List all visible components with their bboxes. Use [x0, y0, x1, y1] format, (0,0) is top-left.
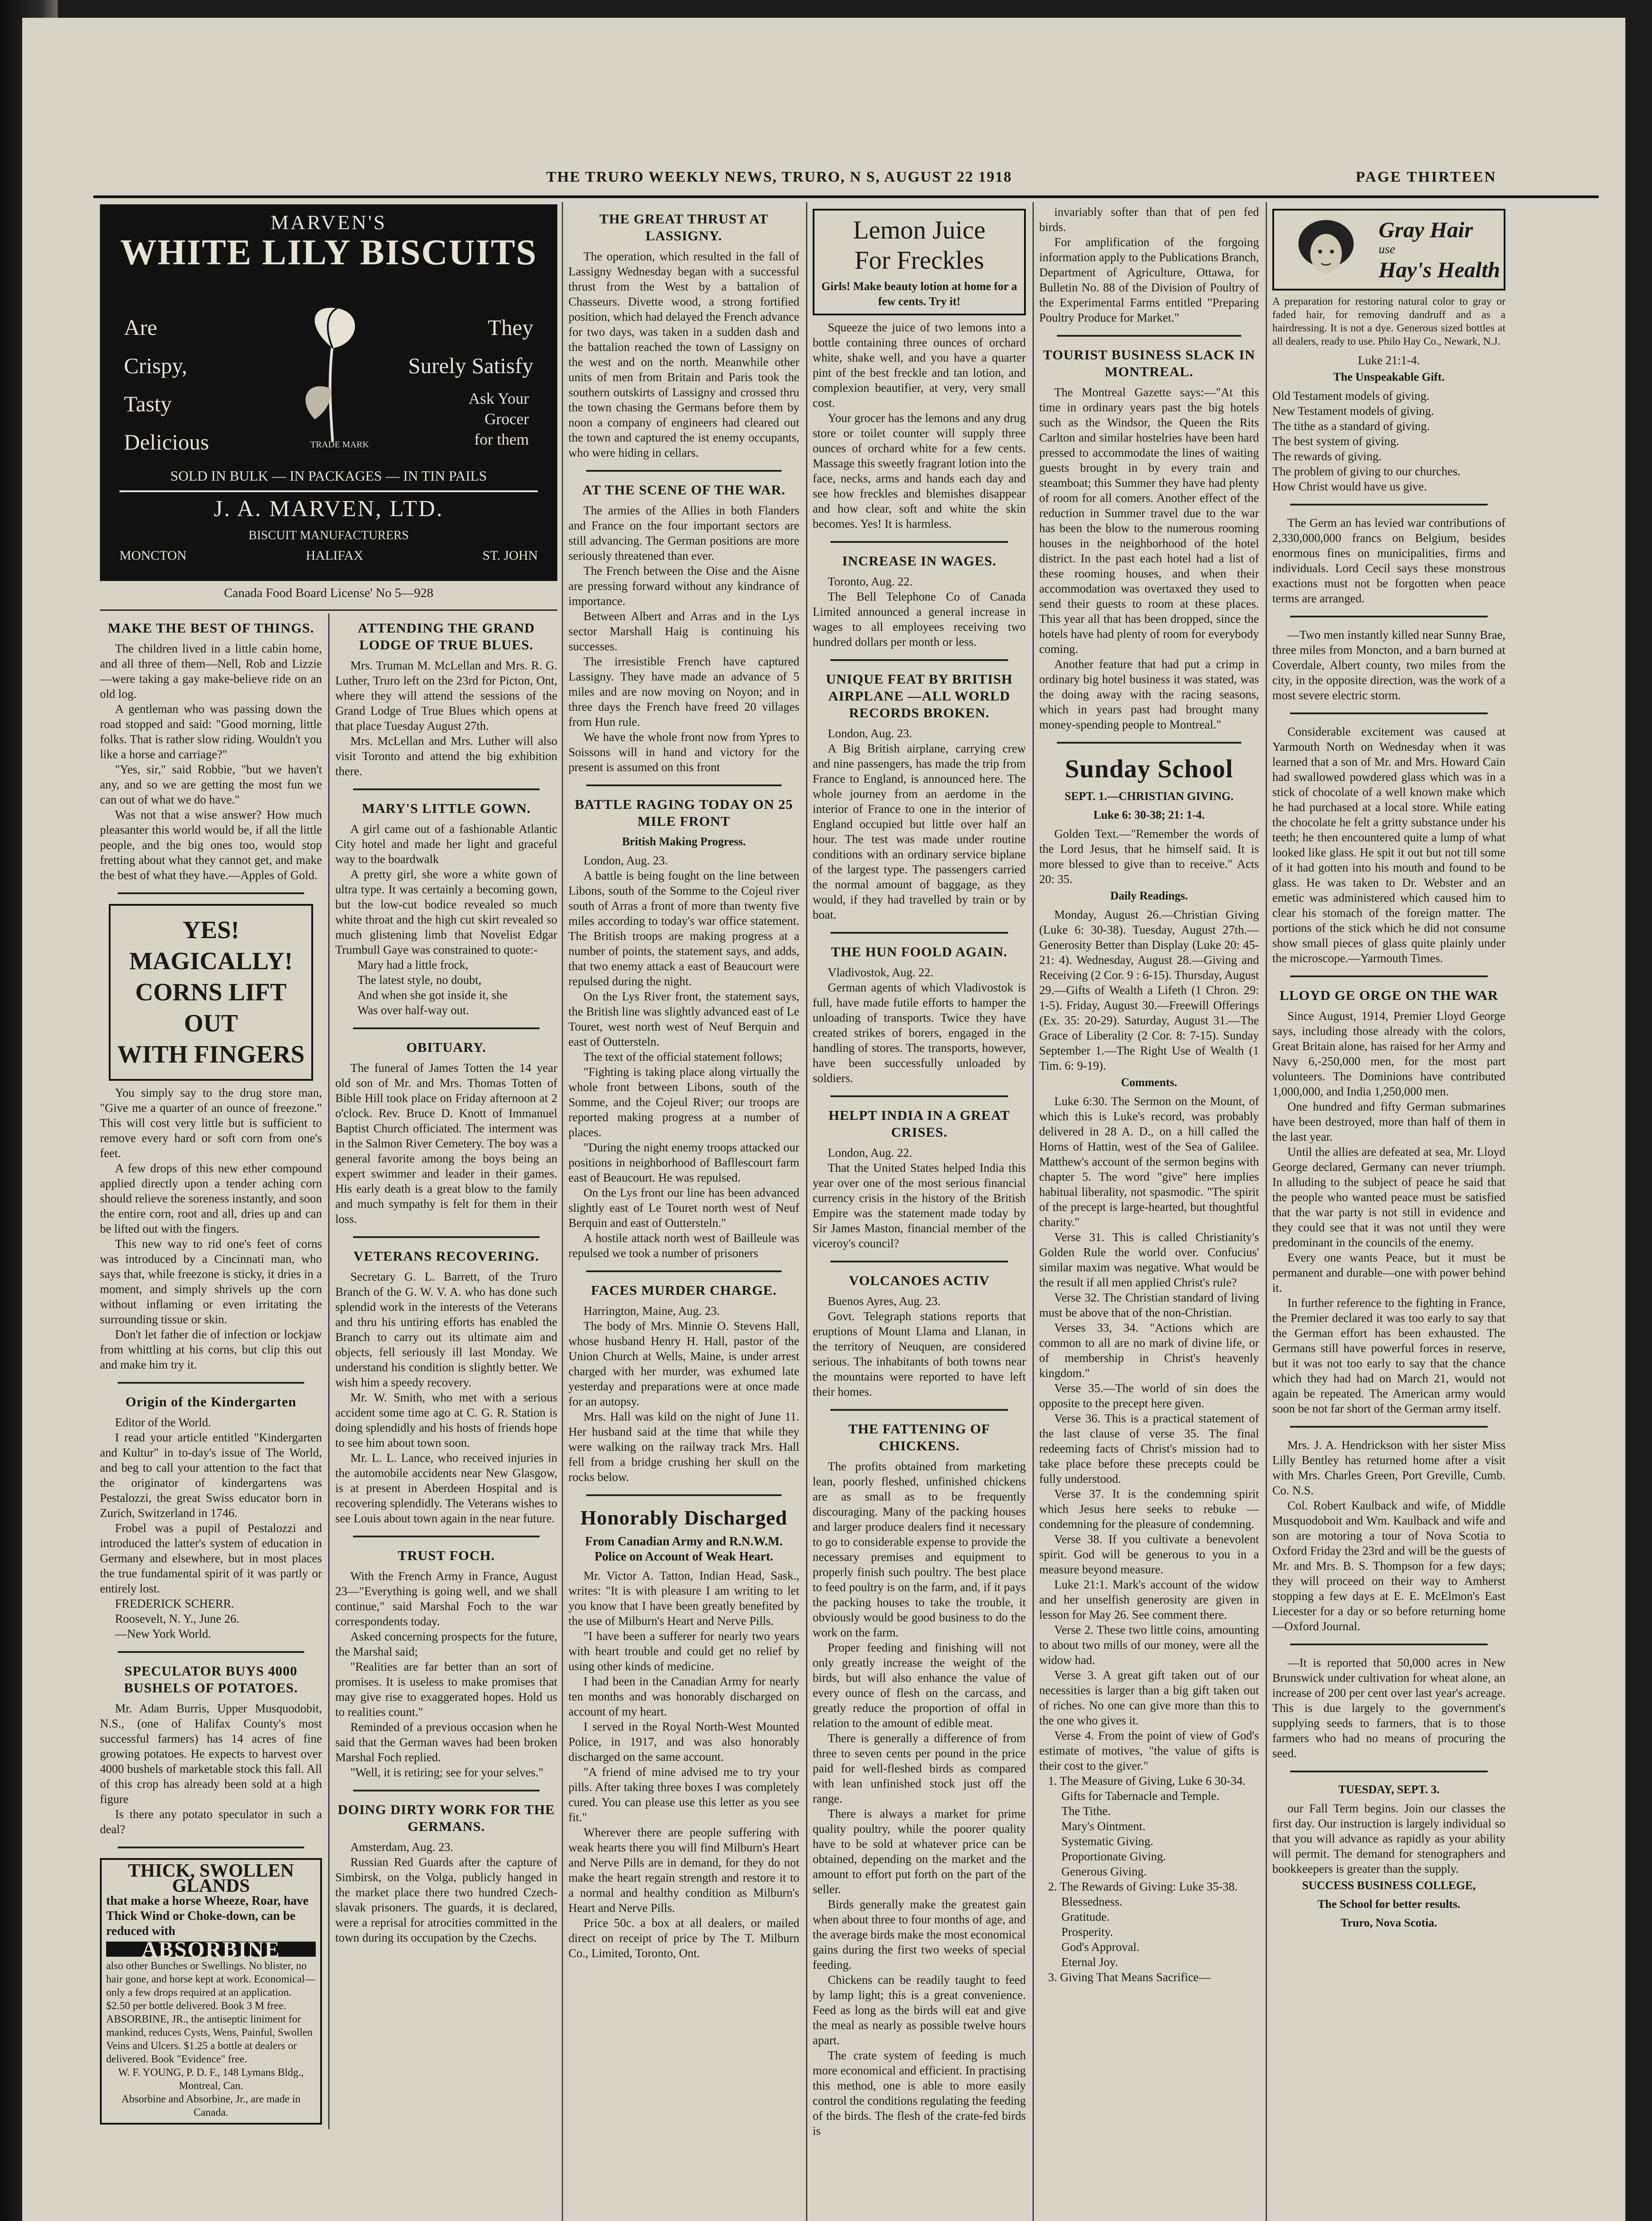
paragraph: our Fall Term begins. Join our classes the first day. Our instruction is largely individual so that you will advance as rapidly as your ability will permit. The demand for stenographers and bookkeepers is greater than the supply.: [1272, 1802, 1505, 1875]
paragraph: Verse 32. The Christian standard of living must be above that of the non-Christian.: [1039, 1291, 1259, 1319]
paragraph: The children lived in a little cabin home, and all three of them—Nell, Rob and Lizzie—were taking a gay make-believe ride on an old log.: [100, 642, 322, 701]
lemon-ad-line: Lemon Juice: [853, 215, 985, 244]
lemon-juice-ad: [813, 209, 1026, 315]
outline-item: 2. The Rewards of Giving: Luke 35-38.: [1048, 1880, 1238, 1893]
dateline: Roosevelt, N. Y., June 26.: [115, 1612, 239, 1625]
headline-best-of-things: MAKE THE BEST OF THINGS.: [107, 620, 314, 636]
paragraph: You simply say to the drug store man, "Give me a quarter of an ounce of freezone." This will cost very little but is sufficient to remove every hard or soft corn from one's feet.: [100, 1086, 322, 1160]
gift-list-item: The rewards of giving.: [1272, 450, 1382, 463]
dateline: Buenos Ayres, Aug. 23.: [828, 1294, 941, 1308]
paragraph: The text of the official statement follows;: [584, 1050, 782, 1063]
paragraph: —It is reported that 50,000 acres in New Brunswick under cultivation for wheat alone, an increase of 200 per cent over last year's acreage. This is due largely to the government's supplying seeds to farmers, that is to those farmers who had no means of procuring the seed.: [1272, 1656, 1505, 1760]
paragraph: A girl came out of a fashionable Atlantic City hotel and made her light and graceful way to the boardwalk: [335, 822, 557, 866]
outline-item: Gratitude.: [1061, 1910, 1110, 1923]
poem-line: Mary had a little frock,: [357, 958, 469, 971]
paragraph: Chickens can be readily taught to feed by lamp light; this is a great convenience. Feed as long as the birds will eat and give the meal as nearly as possible twelve hours apart.: [813, 1973, 1026, 2047]
headline-sunday-school: Sunday School: [1065, 754, 1233, 783]
paragraph: "A friend of mine advised me to try your pills. After taking three boxes I was completely cured. You can please use this letter as you see fit.": [568, 1765, 799, 1824]
paragraph: Was not that a wise answer? How much pleasanter this world would be, if all the little people, and the big ones too, would stop fretting about what they cannot get, and make the best of what they have.—Apples of Gold.: [100, 808, 322, 882]
absorbine-footer: Absorbine and Absorbine, Jr., are made in Canada.: [121, 2094, 301, 2118]
paragraph: Verse 3. A great gift taken out of our necessities is larger than a big gift taken out of riches. No one can give more than this to the one who gives it.: [1039, 1668, 1259, 1727]
outline-item: Prosperity.: [1061, 1925, 1113, 1938]
comments-title: Comments.: [1121, 1076, 1177, 1089]
lesson-outline: [1048, 1773, 1259, 1985]
gift-list-item: The tithe as a standard of giving.: [1272, 419, 1430, 433]
hays-ad-line: Hay's Health: [1378, 257, 1500, 282]
paragraph: Verse 38. If you cultivate a benevolent spirit. God will be generous to you in a measure beyond measure.: [1039, 1532, 1259, 1576]
dateline: London, Aug. 23.: [584, 854, 668, 867]
marven-ask-grocer: [469, 388, 529, 450]
paragraph: A Big British airplane, carrying crew and nine passengers, has made the trip from France to England, is announced here. The whole journey from an aerdome in the interior of France to one in the interior of England occupied but little over half an hour. The test was made under routine conditions with an ordinary service biplane of the largest type. The passengers carried the normal amount of baggage, as they would, if they had travelled by train or by boat.: [813, 742, 1026, 921]
paragraph: Mrs. J. A. Hendrickson with her sister Miss Lilly Bentley has returned home after a visit with Mrs. Charles Green, Port Greville, Cumb. Co. N.S.: [1272, 1438, 1505, 1497]
woman-portrait-icon: [1291, 214, 1362, 285]
marven-word: Tasty: [124, 391, 172, 416]
column-rule: [1266, 202, 1267, 2221]
column-rule: [562, 202, 563, 2221]
dateline: Toronto, Aug. 22.: [828, 575, 913, 588]
marven-word: Delicious: [124, 430, 209, 454]
marven-city: HALIFAX: [306, 548, 364, 563]
marven-word: Are: [124, 315, 157, 340]
paragraph: This new way to rid one's feet of corns was introduced by a Cincinnati man, who says that, while freezone is sticky, it dries in a moment, and simply shrivels up the corn without inflaming or even irritating the surrounding tissue or skin.: [100, 1237, 322, 1326]
paragraph: With the French Army in France, August 23—"Everything is going well, and we shall continue," said Marshal Foch to the war correspondents today.: [335, 1569, 557, 1628]
paragraph: On the Lys River front, the statement says, the British line was slightly advanced east of Le Touret, west north west of Neuf Berquin and east of Outtersteln.: [568, 990, 799, 1048]
source: —New York World.: [115, 1627, 211, 1640]
marven-word: Ask Your: [468, 390, 529, 407]
marven-word: They: [488, 315, 533, 340]
headline-speculator: SPECULATOR BUYS 4000 BUSHELS OF POTATOES.: [124, 1663, 298, 1696]
paragraph: Verses 33, 34. "Actions which are common to all are no mark of divine life, or of membership in Christ's heavenly kingdom.": [1039, 1321, 1259, 1380]
paragraph: A hostile attack north west of Bailleule was repulsed we took a number of prisoners: [568, 1231, 799, 1260]
headline-murder-charge: FACES MURDER CHARGE.: [591, 1282, 777, 1298]
signature: FREDERICK SCHERR.: [115, 1597, 234, 1610]
paragraph: The funeral of James Totten the 14 year old son of Mr. and Mrs. Thomas Totten of Bible Hill took place on Friday afternoon at 2 o'clock. Rev. Bruce D. Knott of Immanuel Baptist Church officiated. The interment was in the Salmon River Cemetery. The boy was a general favorite among the boys being an expert swimmer and leader in their games. His early death is a great blow to the family and much sympathy is felt for them in their loss.: [335, 1061, 557, 1226]
outline-item: Proportionate Giving.: [1061, 1850, 1166, 1863]
absorbine-address: W. F. YOUNG, P. D. F., 148 Lymans Bldg., Montreal, Can.: [118, 2067, 304, 2092]
paragraph: "I have been a sufferer for nearly two years with heart trouble and could get no relief by using other kinds of medicine.: [568, 1629, 799, 1673]
marven-word: Surely Satisfy: [408, 353, 533, 378]
paragraph: Until the allies are defeated at sea, Mr. Lloyd George declared, Germany can never triumph. In alluding to the subject of peace he said that the people who wanted peace must be satisfied that the war party is not still in evidence and they could see that it was not until they were predominant in the councils of the enemy.: [1272, 1145, 1505, 1249]
hays-ad-body: A preparation for restoring natural color to gray or faded hair, for removing dandruff and as a hairdressing. It is not a dye. Generous sized bottles at all dealers, ready to use. Philo Hay Co., Newark, N.J.: [1272, 296, 1505, 347]
lily-flower-icon: [288, 299, 377, 446]
paragraph: Squeeze the juice of two lemons into a bottle containing three ounces of orchard white, shake well, and you have a quarter pint of the best freckle and tan lotion, and complexion beautifier, at very, very small cost.: [813, 321, 1026, 410]
divider: [353, 788, 540, 790]
outline-item: Blessedness.: [1061, 1895, 1123, 1908]
paragraph: That the United States helped India this year over one of the most serious financial currency crisis in the history of the British Empire was the statement made today by Sir James Maston, financial member of the viceroy's council?: [813, 1161, 1026, 1250]
poem-line: The latest style, no doubt,: [357, 973, 481, 987]
scripture-ref: Luke 21:1-4.: [1358, 354, 1420, 367]
divider: [353, 1027, 540, 1029]
poem: [357, 957, 557, 1018]
paragraph: The body of Mrs. Minnie O. Stevens Hall, whose husband Henry H. Hall, pastor of the Union Church at Wells, Maine, is under arrest charged with her murder, was exhumed late yesterday and preparations were at once made for an autopsy.: [568, 1319, 799, 1408]
outline-item: God's Approval.: [1061, 1940, 1140, 1954]
paragraph: Luke 21:1. Mark's account of the widow and her unselfish generosity are given in lesson for May 26. See comment there.: [1039, 1578, 1259, 1621]
marven-company: J. A. MARVEN, LTD.: [214, 496, 444, 521]
corns-ad-line: YES! MAGICALLY!: [129, 916, 293, 975]
subheadline-british-progress: British Making Progress.: [622, 835, 746, 848]
paragraph: The Germ an has levied war contributions of 2,330,000,000 francs on Belgium, besides enormous fines on municipalities, firms and individuals. Lord Cecil says these monstrous exactions must not be forgotten when peace terms are arranged.: [1272, 516, 1505, 605]
hays-ad-line: Gray Hair: [1378, 217, 1473, 242]
paragraph: A battle is being fought on the line between Libons, south of the Somme to the Cojeul river south of Arras a front of more than twenty five miles according to today's war office statement. The British troops are making progress at a number of points, the statement says, and adds, that two enemy attack a east of Beaucourt were repulsed during the night.: [568, 869, 799, 988]
outline-item: 3. Giving That Means Sacrifice—: [1048, 1970, 1211, 1984]
headline-india-crisis: HELPT INDIA IN A GREAT CRISES.: [828, 1107, 1010, 1140]
headline-trust-foch: TRUST FOCH.: [397, 1548, 495, 1563]
paragraph: I had been in the Canadian Army for nearly ten months and was honorably discharged on account of my heart.: [568, 1675, 799, 1718]
paragraph: Verse 4. From the point of view of God's estimate of motives, "the value of gifts is their cost to the giver.": [1039, 1729, 1259, 1772]
paragraph: Price 50c. a box at all dealers, or mailed direct on receipt of price by The T. Milburn Co., Limited, Toronto, Ont.: [568, 1916, 799, 1960]
paragraph: Proper feeding and finishing will not only greatly increase the weight of the birds, but will also enhance the value of every ounce of flesh on the carcass, and greatly reduce the proportion of offal in relation to the amount of edible meat.: [813, 1641, 1026, 1730]
subcolumn-a: [100, 613, 322, 2129]
paragraph: Verse 31. This is called Christianity's Golden Rule the world over. Confucius' similar maxim was negative. What would be the result if all men applied Christ's rule?: [1039, 1230, 1259, 1289]
column-rule: [1032, 202, 1034, 2221]
marven-bulk: SOLD IN BULK — IN PACKAGES — IN TIN PAILS: [170, 468, 487, 484]
divider: [1057, 742, 1241, 744]
marven-right-words: [408, 308, 533, 385]
divider: [586, 1270, 782, 1272]
gift-list-item: New Testament models of giving.: [1272, 404, 1434, 418]
headline-fall-term: TUESDAY, SEPT. 3.: [1338, 1783, 1440, 1796]
headline-unspeakable-gift: The Unspeakable Gift.: [1333, 370, 1445, 383]
paragraph: Mr. Victor A. Tatton, Indian Head, Sask., writes: "It is with pleasure I am writing to let you know that I have been greatly benefited by the use of Milburn's Heart and Nerve Pills.: [568, 1569, 799, 1628]
paragraph: The irresistible French have captured Lassigny. They have made an advance of 5 miles and are now moving on Noyon; and in three days the French have freed 20 villages from Hun rule.: [568, 655, 799, 728]
divider: [586, 784, 782, 786]
outline-item: 1. The Measure of Giving, Luke 6 30-34.: [1048, 1774, 1246, 1787]
left-subcolumns: [100, 613, 557, 2129]
masthead: [107, 169, 1599, 195]
paragraph: —Two men instantly killed near Sunny Brae, three miles from Moncton, and a barn burned at Coverdale, Albert county, two miles from the city, in the opposite direction, was the work of a most severe electric storm.: [1272, 628, 1505, 702]
paragraph: "During the night enemy troops attacked our positions in neighborhood of Bafllescourt farm east of Beaucourt. He was repulsed.: [568, 1141, 799, 1184]
masthead-rule: [93, 195, 1599, 198]
gift-list: [1272, 388, 1505, 494]
lemon-ad-line: For Freckles: [854, 246, 984, 275]
headline-veterans: VETERANS RECOVERING.: [353, 1248, 539, 1264]
paragraph: Verse 37. It is the condemning spirit which Jesus here seeks to rebuke —condemning for the pleasure of condemning.: [1039, 1487, 1259, 1531]
corns-ad-line: WITH FINGERS: [117, 1041, 305, 1068]
headline-volcanoes: VOLCANOES ACTIV: [849, 1273, 990, 1288]
paragraph: Your grocer has the lemons and any drug store or toilet counter will supply three ounces of orchard white for a few cents. Massage this sweetly fragrant lotion into the face, necks, arms and hands each day and see how freckles and blemishes disappear and how clear, soft and white the skin becomes. Yes! It is harmless.: [813, 411, 1026, 530]
column-right: [1272, 204, 1505, 2221]
gift-list-item: Old Testament models of giving.: [1272, 389, 1430, 402]
gift-list-item: The problem of giving to our churches.: [1272, 465, 1461, 478]
column-middle-news: [813, 204, 1026, 2221]
column-rule: [328, 613, 330, 2129]
marven-ad-top: MARVEN'S: [270, 211, 387, 234]
divider: [1290, 616, 1488, 617]
paragraph: Mr. L. L. Lance, who received injuries in the automobile accidents near New Glasgow, is at present in Aberdeen Hospital and is recovering splendidly. The Veterans wishes to see Louis about town again in the near future.: [335, 1451, 557, 1525]
marven-word: Crispy,: [124, 353, 187, 378]
paragraph: Since August, 1914, Premier Lloyd George says, including those already with the colors, Great Britain alone, has raised for her Army and Navy 6,-250,000 men, for the most part volunteers. The Dominions have contributed 1,000,000, and India 1,250,000 men.: [1272, 1009, 1505, 1098]
college-place: Truro, Nova Scotia.: [1340, 1916, 1438, 1929]
gift-list-item: How Christ would have us give.: [1272, 480, 1427, 493]
hays-ad-text: [1378, 217, 1500, 282]
paragraph: Don't let father die of infection or lockjaw from whittling at his corns, but clip this out and make him try it.: [100, 1328, 322, 1371]
divider: [830, 1409, 1008, 1411]
divider: [1290, 504, 1488, 505]
paragraph: Mr. W. Smith, who met with a serious accident some time ago at C. G. R. Station is doing splendidly and his hosts of friends hope to see him about town soon.: [335, 1391, 557, 1449]
absorbine-ad: [100, 1858, 322, 2125]
headline-battle-raging: BATTLE RAGING TODAY ON 25 MILE FRONT: [575, 796, 793, 829]
masthead-title: THE TRURO WEEKLY NEWS, TRURO, N S, AUGUST 22 1918: [546, 169, 1012, 185]
dateline: London, Aug. 23.: [828, 727, 912, 740]
divider: [830, 1261, 1008, 1262]
divider: [353, 1236, 540, 1238]
paragraph: Secretary G. L. Barrett, of the Truro Branch of the G. W. V. A. who has done such splendid work in the interests of the Veterans and thru his untiring efforts has enabled the Branch to carry out its ultimate aim and objects, fell seriously ill last Monday. We understand his condition is slightly better. We wish him a speedy recovery.: [335, 1270, 557, 1389]
marven-left-words: [124, 308, 209, 461]
divider: [1290, 975, 1488, 977]
paragraph: Considerable excitement was caused at Yarmouth North on Wednesday when it was learned that a son of Mr. and Mrs. Howard Cain had swallowed powdered glass which was in a stick of chocolate of a well known make which he had purchased at a local store. While eating the chocolate he felt a gritty substance under his teeth; he then encountered quite a lump of what looked like glass. He spit it out but not till some of it had gotten into his mouth and found to be glass. He was taken to Dr. Webster and an emetic was administered which caused him to clear his stomach of the foreign matter. The portions of the stick which he did not consume show small pieces of glass quite plainly under the microscope.—Yarmouth Times.: [1272, 725, 1505, 965]
headline-airplane-feat: UNIQUE FEAT BY BRITISH AIRPLANE —ALL WORLD RECORDS BROKEN.: [826, 671, 1013, 720]
headline-obituary: OBITUARY.: [406, 1039, 486, 1055]
corns-ad-line: CORNS LIFT OUT: [135, 979, 287, 1037]
marven-cities: [119, 548, 538, 563]
paragraph: Mrs. Hall was kild on the night of June 11. Her husband said at the time that while they were walking on the railway track Mrs. Hall fell from a bridge crushing her skull on the rocks below.: [568, 1410, 799, 1484]
divider: [118, 1847, 304, 1848]
headline-tourist-business: TOURIST BUSINESS SLACK IN MONTREAL.: [1043, 347, 1255, 379]
lesson-reference: Luke 6: 30-38; 21: 1-4.: [1093, 808, 1205, 821]
absorbine-title: THICK, SWOLLEN GLANDS: [128, 1861, 294, 1896]
marven-word: Grocer: [484, 410, 529, 428]
paragraph: "Yes, sir," said Robbie, "but we haven't any, and so we are getting the most fun we can out of what we do have.": [100, 763, 322, 806]
hays-ad-line: use: [1378, 243, 1395, 256]
dateline: London, Aug. 22.: [828, 1146, 912, 1159]
paragraph: Monday, August 26.—Christian Giving (Luke 6: 30-38). Tuesday, August 27th.—Generosity Better than Display (Luke 20: 45-21: 4). Wednesday, August 28.—Giving and Receiving (2 Cor. 9 : 6-15). Thursday, August 29.—Gifts of Wealth a Lifeth (1 Chron. 29: 1-5). Friday, August 30.—Freewill Offerings (Ex. 35: 20-29). Saturday, August 31.—The Grace of Liberality (2 Cor. 8: 7-15). Sunday September 1.—The Right Use of Wealth (1 Tim. 6: 9-19).: [1039, 908, 1259, 1072]
paragraph: Col. Robert Kaulback and wife, of Middle Musquodoboit and Wm. Kaulback and wife and son are motoring a tour of Nova Scotia to Oxford Friday the 23rd and will be the guests of Mr. and Mrs. B. S. Thompson for a few days; they will proceed on their way to Amherst stopping a few days at E. E. McElmon's East Liecester for a day or so before returning home—Oxford Journal.: [1272, 1499, 1505, 1633]
paragraph: The French between the Oise and the Aisne are pressing forward without any kindrance of importance.: [568, 564, 799, 608]
paragraph: There is generally a difference of from three to seven cents per pound in the price paid for well-fleshed birds as compared with lean unfinished stock just off the range.: [813, 1731, 1026, 1805]
absorbine-text: also other Bunches or Swellings. No blister, no hair gone, and horse kept at work. Economical—only a few drops required at an application. $2.50 per bottle delivered. Book 3 M free. ABSORBINE, JR., the antiseptic liniment for mankind, reduces Cysts, Wens, Painful, Swollen Veins and Ulcers. $1.25 a bottle at dealers or delivered. Book "Evidence" free.: [106, 1960, 316, 2065]
paragraph: Verse 2. These two little coins, amounting to about two mills of our money, were all the widow had.: [1039, 1623, 1259, 1667]
marven-company-sub: BISCUIT MANUFACTURERS: [248, 529, 409, 542]
divider: [1290, 1644, 1488, 1645]
divider: [586, 470, 782, 472]
divider: [118, 1382, 304, 1384]
headline-grand-lodge: ATTENDING THE GRAND LODGE OF TRUE BLUES.: [357, 620, 535, 653]
paragraph: The armies of the Allies in both Flanders and France on the four important sectors are still advancing. The German positions are more seriously threatened than ever.: [568, 504, 799, 562]
outline-item: Gifts for Tabernacle and Temple.: [1061, 1789, 1219, 1803]
paragraph: Wherever there are people suffering with weak hearts there you will find Milburn's Heart and Nerve Pills are in demand, for they do not make the heart regain strength and restore it to a normal and healthy condition as Milburn's Heart and Nerve Pills.: [568, 1826, 799, 1915]
corns-ad: [109, 904, 313, 1081]
paragraph: Reminded of a previous occasion when he said that the German waves had been broken Marshal Foch replied.: [335, 1720, 557, 1764]
paragraph: The crate system of feeding is much more economical and efficient. In practising this method, one is able to more easily control the conditions regulating the feeding of the birds. The flesh of the crate-fed birds is: [813, 2049, 1026, 2137]
column-left: [100, 204, 557, 2221]
divider: [1290, 1771, 1488, 1772]
paragraph: invariably softer than that of pen fed birds.: [1039, 205, 1259, 234]
headline-lloyd-george: LLOYD GE ORGE ON THE WAR: [1279, 987, 1498, 1003]
divider: [100, 609, 557, 611]
headline-scene-of-war: AT THE SCENE OF THE WAR.: [582, 482, 786, 498]
paragraph: "Realities are far better than an sort of promises. It is useless to make promises that may give rise to exaggerated hopes. Hold us to realities count.": [335, 1660, 557, 1719]
divider: [353, 1536, 540, 1537]
lemon-ad-tag: Girls! Make beauty lotion at home for a few cents. Try it!: [821, 280, 1017, 308]
paragraph: One hundred and fifty German submarines have been destroyed, more than half of them in the last year.: [1272, 1100, 1505, 1143]
headline-kindergarten: Origin of the Kindergarten: [125, 1394, 297, 1409]
paragraph: A pretty girl, she wore a white gown of ultra type. It was certainly a becoming gown, but the low-cut bodice revealed so much white throat and the high cut skirt revealed so much glistening limb that Novelist Edgar Trumbull Gaye was constrained to quote:-: [335, 868, 557, 956]
paragraph: We have the whole front now from Ypres to Soissons will in hand and victory for the present is assumed on this front: [568, 730, 799, 774]
dateline: Harrington, Maine, Aug. 23.: [584, 1304, 720, 1317]
divider: [1290, 712, 1488, 714]
headline-dirty-work: DOING DIRTY WORK FOR THE GERMANS.: [338, 1802, 555, 1834]
paragraph: Verse 35.—The world of sin does the opposite to the precept here given.: [1039, 1381, 1259, 1410]
outline-item: Generous Giving.: [1061, 1865, 1147, 1878]
paragraph: The Montreal Gazette says:—"At this time in ordinary years past the big hotels such as the Windsor, the Queen the Rits Carlton and similar hostelries have been hard pressed to accommodate the lines of waiting guests brought in by every train and steamboat; this Summer they have had plenty of room for all comers. Another effect of the reduction in Summer travel due to the war has been the blow to the numerous rooming houses in the neighborhood of the hotel district. In the past each hotel had a list of these rooming houses, and when their accommodation was overtaxed they used to send their guests to room at these places. This year all that has been dropped, since the hotels have had plenty of room for everybody coming.: [1039, 386, 1259, 656]
college-slogan: The School for better results.: [1317, 1898, 1461, 1911]
paragraph: Is there any potato speculator in such a deal?: [100, 1807, 322, 1836]
paragraph: Asked concerning prospects for the future, the Marshal said;: [335, 1630, 557, 1658]
divider: [353, 1790, 540, 1791]
absorbine-brand: ABSORBINE: [106, 1942, 316, 1957]
divider: [1057, 335, 1241, 337]
marven-ad-title: WHITE LILY BISCUITS: [120, 232, 537, 272]
paragraph: "Well, it is retiring; see for your selves.": [350, 1766, 544, 1779]
paragraph: German agents of which Vladivostok is full, have made futile efforts to hamper the unloading of transports. Twice they have created strikes of borers, engaged in the handling of stores. The transports, however, have been successfully unloaded by soldiers.: [813, 981, 1026, 1085]
paragraph: Amsterdam, Aug. 23.: [350, 1840, 453, 1854]
paragraph: On the Lys front our line has been advanced slightly east of Le Touret north west of Neuf Berquin and east of Outtersteln.": [568, 1186, 799, 1230]
paragraph: I served in the Royal North-West Mounted Police, in 1917, and was also honorably discharged on the same account.: [568, 1720, 799, 1763]
dateline: Vladivostok, Aug. 22.: [828, 966, 933, 979]
paragraph: A gentleman who was passing down the road stopped and said: "Good morning, little folks. That is rather slow riding. Wouldn't you like a horse and carriage?": [100, 702, 322, 761]
paragraph: Between Albert and Arras and in the Lys sector Marshall Haig is continuing his successes.: [568, 609, 799, 653]
marven-divider: [119, 490, 538, 492]
divider: [830, 659, 1008, 661]
paragraph: There is always a market for prime quality poultry, while the poorer quality have to be sold at whatever price can be obtained, depending on the market and the amount to effort put forth on the part of the seller.: [813, 1807, 1026, 1896]
paragraph: "Fighting is taking place along virtually the whole front between Libons, south of the Somme, and the Cojeul River; our troops are reported making progress at a number of places.: [568, 1065, 799, 1139]
absorbine-sub: that make a horse Wheeze, Roar, have Thick Wind or Choke-down, can be reduced with: [106, 1894, 309, 1938]
paragraph: Birds generally make the greatest gain when about three to four months of age, and the average birds make the most economical gains during the first two weeks of special feeding.: [813, 1898, 1026, 1971]
paragraph: For amplification of the forgoing information apply to the Publications Branch, Department of Agriculture, Ottawa, for Bulletin No. 88 of the Division of Poultry of the Experimental Farms entitled "Preparing Poultry Produce for Market.": [1039, 235, 1259, 324]
column-war-news: [568, 204, 799, 2221]
daily-readings-title: Daily Readings.: [1110, 889, 1188, 902]
paragraph: Editor of the World.: [115, 1416, 211, 1429]
poem-line: And when she got inside it, she: [357, 988, 508, 1002]
page-number: PAGE THIRTEEN: [1355, 169, 1497, 185]
paragraph: Frobel was a pupil of Pestalozzi and introduced the latter's system of education in Germany and elsewhere, but in most places the true fundamental spirit of it was partly or entirely lost.: [100, 1521, 322, 1595]
marven-word: for them: [474, 430, 529, 448]
outline-item: Systematic Giving.: [1061, 1835, 1153, 1848]
subcolumn-b: [335, 613, 557, 2129]
headline-wages: INCREASE IN WAGES.: [842, 553, 997, 569]
golden-text: Golden Text.—"Remember the words of the Lord Jesus, that he himself said. It is more blessed to give than to receive." Acts 20: 35.: [1039, 827, 1259, 886]
marven-city: ST. JOHN: [482, 548, 538, 563]
college-name: SUCCESS BUSINESS COLLEGE,: [1302, 1879, 1476, 1892]
paragraph: Mrs. McLellan and Mrs. Luther will also visit Toronto and attend the big exhibition there.: [335, 734, 557, 778]
headline-lassigny: THE GREAT THRUST AT LASSIGNY.: [599, 211, 769, 243]
paragraph: Russian Red Guards after the capture of Simbirsk, on the Volga, publicly hanged in the market place there two hundred Czech-slavak prisoners. The guards, it is declared, were a reprisal for atrocities committed in the town during its occupation by the Czechs.: [335, 1855, 557, 1944]
paragraph: The operation, which resulted in the fall of Lassigny Wednesday began with a successful thrust from the West by a battalion of Chasseurs. Divette wood, a strong fortified position, which had delayed the French advance for two days, was taken in a sudden dash and the battalion reached the town of Lassigny on the west and on the north. Meanwhile other units of men from Britain and Paris took the southern outskirts of Lassigny and crossed thru the town chasing the Germans before them by noon a company of engineers had cleared out the town and captured the ist enemy occupants, who were hiding in cellars.: [568, 250, 799, 459]
food-board-licence: Canada Food Board License' No 5—928: [224, 586, 433, 600]
paragraph: Every one wants Peace, but it must be permanent and durable—one with power behind it.: [1272, 1251, 1505, 1294]
paragraph: Verse 36. This is a practical statement of the last clause of verse 35. The final redeeming facts of Christ's mission had to take place before these precepts could be fully understood.: [1039, 1412, 1259, 1485]
divider: [830, 541, 1008, 543]
paragraph: Luke 6:30. The Sermon on the Mount, of which this is Luke's record, was probably delivered in 28 A. D., on a hill called the Horns of Hattin, west of the Sea of Galilee. Matthew's account of the sermon begins with chapter 5. The word "give" here implies habitual liberality, not spasmodic. "The spirit of the precept is large-hearted, but thoughtful charity.": [1039, 1095, 1259, 1229]
gift-list-item: The best system of giving.: [1272, 434, 1399, 448]
column-sunday-school: [1039, 204, 1259, 2221]
headline-marys-gown: MARY'S LITTLE GOWN.: [361, 800, 531, 816]
divider: [586, 1494, 782, 1496]
outline-item: The Tithe.: [1061, 1804, 1111, 1818]
divider: [1290, 1426, 1488, 1428]
paragraph: I read your article entitled "Kindergarten and Kultur" in to-day's issue of The World, and beg to call your attention to the fact that the originator of kindergartens was Pestalozzi, the great Swiss educator born in Zurich, Switzerland in 1746.: [100, 1431, 322, 1520]
divider: [830, 932, 1008, 934]
marven-biscuits-ad: [100, 204, 557, 581]
subheadline-weak-heart: From Canadian Army and R.N.W.M. Police on Account of Weak Heart.: [585, 1535, 783, 1564]
divider: [830, 1095, 1008, 1097]
lesson-title: SEPT. 1.—CHRISTIAN GIVING.: [1064, 790, 1234, 803]
column-rule: [806, 202, 807, 2221]
paragraph: A few drops of this new ether compound applied directly upon a tender aching corn should relieve the soreness instantly, and soon the entire corn, root and all, dries up and can be lifted out with the fingers.: [100, 1162, 322, 1235]
outline-item: Eternal Joy.: [1061, 1955, 1118, 1969]
divider: [118, 1651, 304, 1653]
paragraph: In further reference to the fighting in France, the Premier declared it was too early to say that the German effort has been exhausted. The Germans still have powerful forces in reserve, but it was not too early to say that the chance which they had had on March 21, would not again be repeated. The American army would soon be not far short of the German army itself.: [1272, 1296, 1505, 1415]
marven-trademark: TRADE MARK: [310, 440, 369, 450]
paragraph: The profits obtained from marketing lean, poorly fleshed, unfinished chickens are as small as to be frequently discouraging. Many of the packing houses and larger produce dealers find it necessary to go to considerable expense to provide the necessary premises and equipment to properly finish such poultry. The best place to feed poultry is on the farm, and, if it pays the packing houses to take the trouble, it obviously would be good business to do the work on the farm.: [813, 1460, 1026, 1639]
outline-item: Mary's Ointment.: [1061, 1819, 1146, 1833]
paragraph: The Bell Telephone Co of Canada Limited announced a general increase in wages to all employees receiving two hundred dollars per month or less.: [813, 590, 1026, 649]
marven-city: MONCTON: [119, 548, 187, 563]
paragraph: Govt. Telegraph stations reports that eruptions of Mount Llama and Llanan, in the territory of Neuquen, are considered serious. The inhabitants of both towns near the mountains were reported to have left their homes.: [813, 1310, 1026, 1398]
headline-fattening-chickens: THE FATTENING OF CHICKENS.: [848, 1421, 990, 1453]
divider: [118, 892, 304, 894]
paragraph: Mr. Adam Burris, Upper Musquodobit, N.S., (one of Halifax County's most successful farmers) has 14 acres of fine growing potatoes. He expects to harvest over 4000 bushels of marketable stock this fall. All of this crop has already been sold at a high figure: [100, 1702, 322, 1806]
headline-hun-foiled: THE HUN FOOLD AGAIN.: [831, 944, 1008, 959]
hays-hair-ad: [1272, 209, 1505, 291]
paragraph: Another feature that had put a crimp in ordinary big hotel business it was stated, was the doing away with the racing seasons, which in years past had brought many money-spending people to Montreal.": [1039, 657, 1259, 731]
poem-line: Was over half-way out.: [357, 1003, 469, 1017]
paragraph: Mrs. Truman M. McLellan and Mrs. R. G. Luther, Truro left on the 23rd for Picton, Ont, where they will attend the sessions of the Grand Lodge of True Blues which opens at that place Tuesday August 27th.: [335, 659, 557, 732]
headline-honorably-discharged: Honorably Discharged: [580, 1506, 787, 1529]
